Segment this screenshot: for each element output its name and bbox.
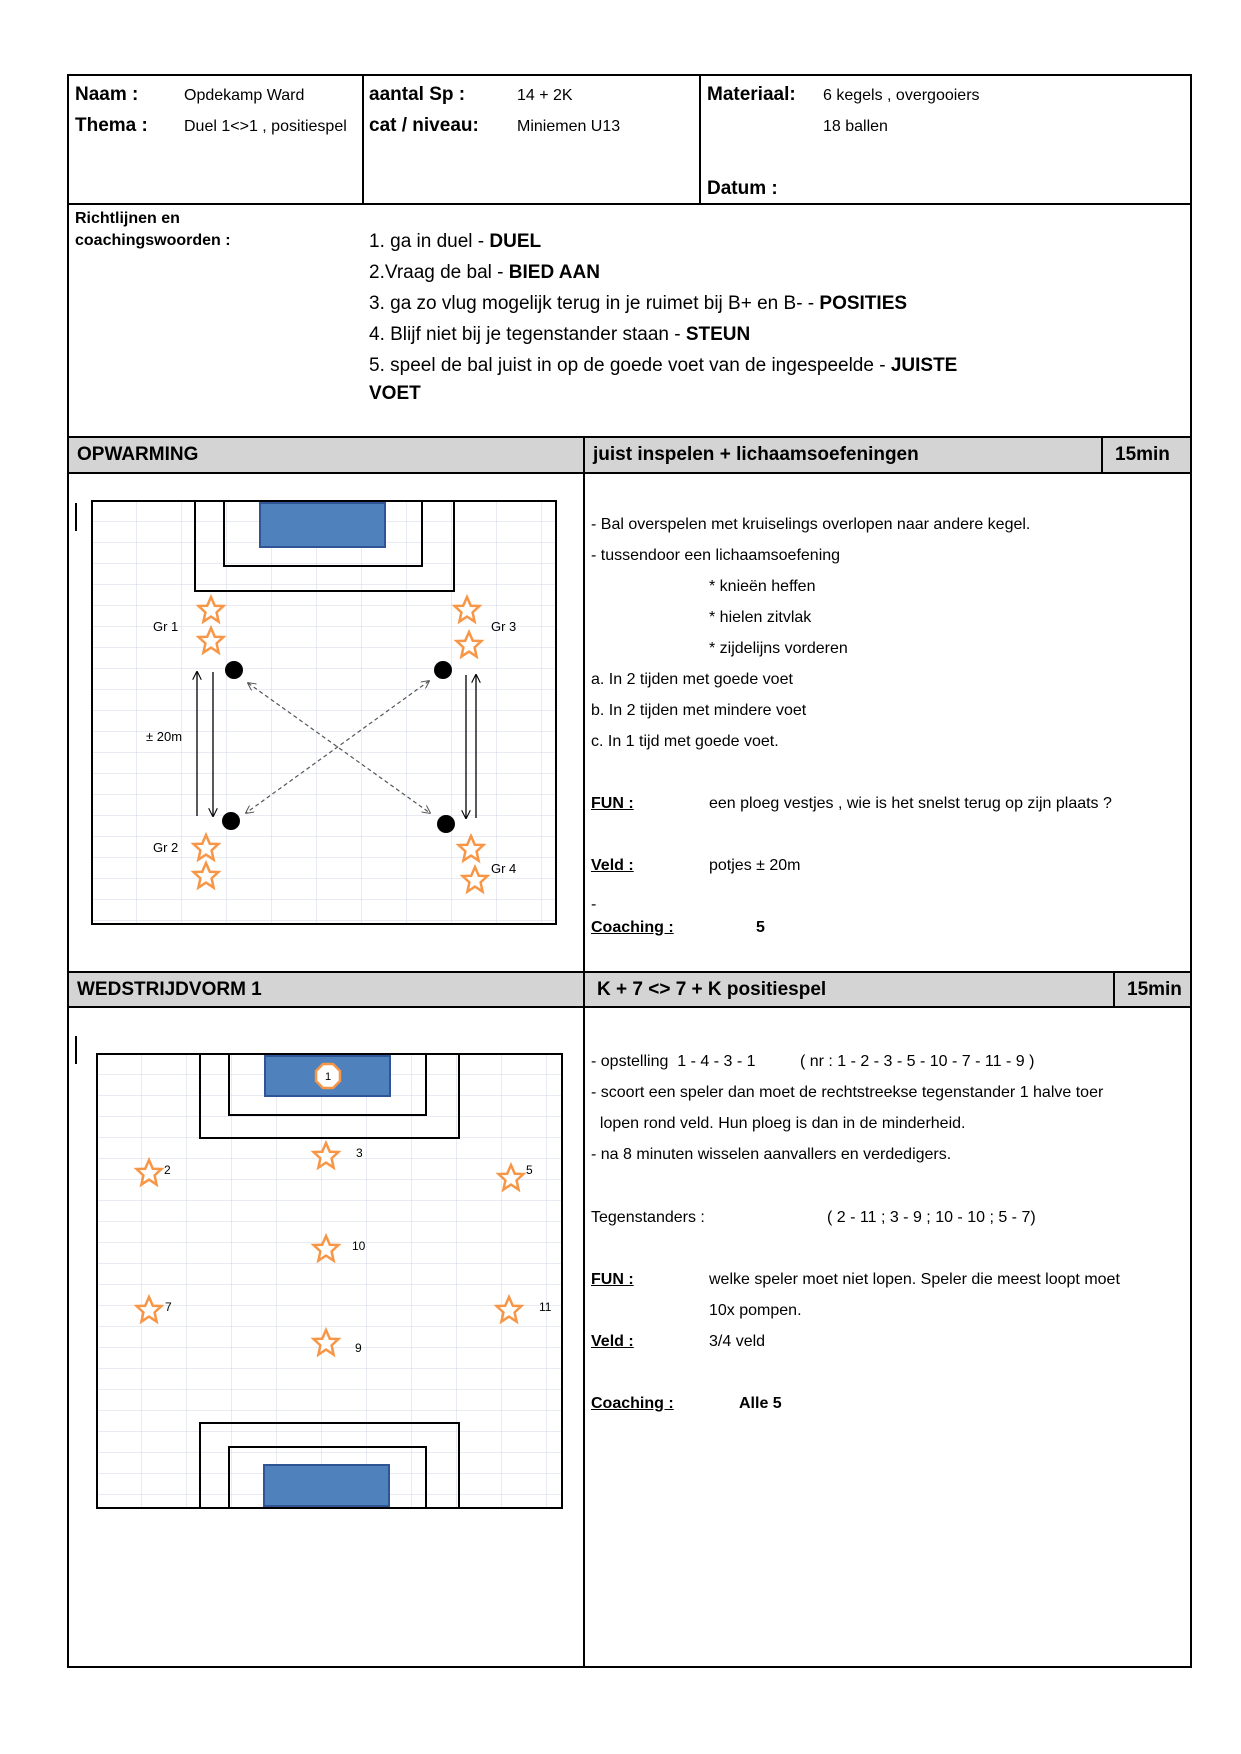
frame-bottom — [67, 1666, 1192, 1668]
guidelines-label-line1: Richtlijnen en — [75, 210, 180, 227]
frame-left — [67, 74, 69, 1668]
materiaal-label: Materiaal: — [707, 84, 796, 105]
guideline-item: 4. Blijf niet bij je tegenstander staan - STEUN — [369, 324, 751, 345]
cat-value: Miniemen U13 — [517, 118, 621, 135]
player-number: 7 — [165, 1300, 172, 1314]
coaching-label: Coaching : — [591, 919, 674, 936]
guideline-item: 3. ga zo vlug mogelijk terug in je ruimet bij B+ en B- - POSITIES — [369, 293, 908, 314]
desc-line: a. In 2 tijden met goede voet — [591, 671, 793, 688]
desc-line: c. In 1 tijd met goede voet. — [591, 733, 779, 750]
gr2-label: Gr 2 — [153, 840, 179, 855]
desc-line: - scoort een speler dan moet de rechtstreekse tegenstander 1 halve toer — [591, 1084, 1104, 1101]
bottom-goal — [264, 1465, 389, 1506]
cone — [225, 661, 243, 679]
desc-line: - na 8 minuten wisselen aanvallers en verdedigers. — [591, 1146, 952, 1163]
guidelines-label — [75, 208, 231, 252]
gr3-label: Gr 3 — [491, 619, 517, 634]
guidelines-list — [369, 226, 957, 406]
player-number: 2 — [164, 1163, 171, 1177]
cone — [437, 815, 455, 833]
warmup-diagram — [91, 500, 559, 928]
fun2-text2: 10x pompen. — [709, 1302, 802, 1319]
coaching2-value: Alle 5 — [739, 1395, 782, 1412]
frame-right — [1190, 74, 1192, 1668]
desc-line: lopen rond veld. Hun ploeg is dan in de minderheid. — [591, 1115, 966, 1132]
divider-header — [67, 203, 1192, 205]
fun-label: FUN : — [591, 795, 634, 812]
section2-subtitle: K + 7 <> 7 + K positiespel — [585, 973, 1113, 1007]
desc-line: * knieën heffen — [709, 578, 816, 595]
naam-label: Naam : — [75, 84, 139, 105]
thema-value: Duel 1<>1 , positiespel — [184, 118, 347, 135]
keeper-number: 1 — [324, 1071, 332, 1083]
aantal-label: aantal Sp : — [369, 84, 466, 105]
veld-label: Veld : — [591, 857, 634, 874]
aantal-value: 14 + 2K — [517, 87, 573, 104]
thema-label: Thema : — [75, 115, 148, 136]
section2-title: WEDSTRIJDVORM 1 — [69, 973, 583, 1007]
section2-divider — [583, 971, 585, 1668]
warmup-field — [92, 501, 556, 924]
gr1-label: Gr 1 — [153, 619, 179, 634]
divider-header-col1 — [362, 74, 364, 204]
player-number: 10 — [352, 1239, 366, 1253]
section1-header-bottom — [67, 472, 1192, 474]
desc-line: - opstelling 1 - 4 - 3 - 1 ( nr : 1 - 2 - 3 - 5 - 10 - 7 - 11 - 9 ) — [591, 1053, 1035, 1070]
section1-duration-divider — [1101, 436, 1103, 472]
section2-header-bottom — [67, 1006, 1192, 1008]
match-field — [97, 1054, 562, 1508]
section1-subtitle: juist inspelen + lichaamsoefeningen — [585, 438, 1101, 472]
veld2-label: Veld : — [591, 1333, 634, 1350]
coaching2-label: Coaching : — [591, 1395, 674, 1412]
section1-divider — [583, 436, 585, 972]
distance-label: ± 20m — [146, 729, 183, 744]
fun-text: een ploeg vestjes , wie is het snelst terug op zijn plaats ? — [709, 795, 1112, 812]
cone — [222, 812, 240, 830]
section1-description — [591, 509, 1181, 757]
guideline-item: VOET — [369, 383, 421, 404]
tegen-value: ( 2 - 11 ; 3 - 9 ; 10 - 10 ; 5 - 7) — [827, 1209, 1036, 1226]
divider-header-col2 — [699, 74, 701, 204]
section2-duration-divider — [1113, 971, 1115, 1007]
section2-duration: 15min — [1115, 973, 1190, 1007]
materiaal-line2: 18 ballen — [823, 118, 888, 135]
guidelines-label-line2: coachingswoorden : — [75, 232, 231, 249]
guideline-item: 1. ga in duel - DUEL — [369, 231, 542, 252]
veld-text: potjes ± 20m — [709, 857, 801, 874]
section1-title: OPWARMING — [69, 438, 583, 472]
player-number: 3 — [356, 1146, 363, 1160]
section1-duration: 15min — [1103, 438, 1190, 472]
guideline-item: 2.Vraag de bal - BIED AAN — [369, 262, 600, 283]
margin-mark — [75, 503, 77, 531]
cone — [434, 661, 452, 679]
veld2-text: 3/4 veld — [709, 1333, 766, 1350]
cat-label: cat / niveau: — [369, 115, 479, 136]
naam-value: Opdekamp Ward — [184, 87, 305, 104]
datum-label: Datum : — [707, 178, 778, 199]
frame-top — [67, 74, 1192, 76]
tegen-label: Tegenstanders : — [591, 1209, 705, 1226]
materiaal-line1: 6 kegels , overgooiers — [823, 87, 980, 104]
desc-line: - tussendoor een lichaamsoefening — [591, 547, 841, 564]
gr4-label: Gr 4 — [491, 861, 517, 876]
margin-mark — [75, 1036, 77, 1064]
desc-line: * zijdelijns vorderen — [709, 640, 848, 657]
fun2-label: FUN : — [591, 1271, 634, 1288]
fun2-text1: welke speler moet niet lopen. Speler die meest loopt moet — [709, 1271, 1120, 1288]
desc-line: - Bal overspelen met kruiselings overlopen naar andere kegel. — [591, 516, 1031, 533]
desc-line: * hielen zitvlak — [709, 609, 812, 626]
desc-line: b. In 2 tijden met mindere voet — [591, 702, 807, 719]
warmup-goal — [260, 503, 385, 547]
dash-text: - — [591, 896, 597, 913]
coaching-value: 5 — [756, 919, 765, 936]
player-number: 9 — [355, 1341, 362, 1355]
match-diagram — [96, 1053, 565, 1511]
player-number: 11 — [539, 1300, 552, 1314]
player-number: 5 — [526, 1163, 533, 1177]
section2-description — [591, 1046, 1186, 1170]
guideline-item: 5. speel de bal juist in op de goede voet van de ingespeelde - JUISTE — [369, 355, 958, 376]
